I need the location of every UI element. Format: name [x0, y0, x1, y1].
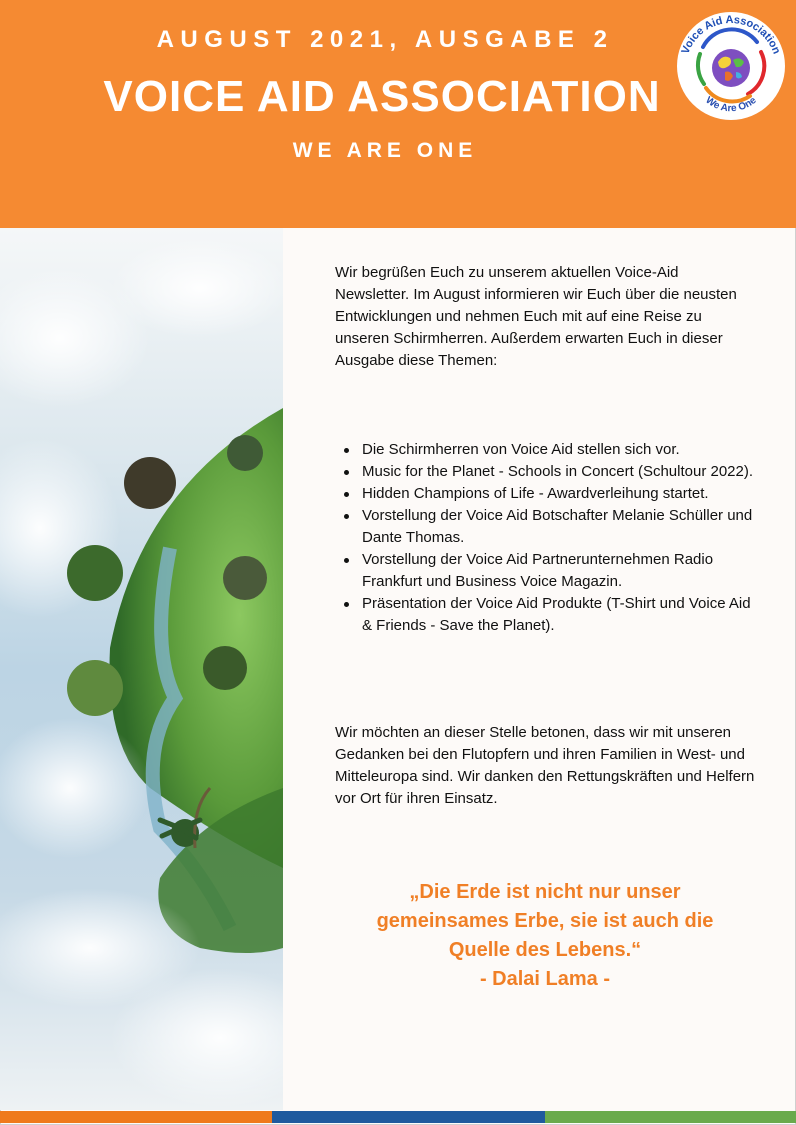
closing-paragraph: Wir möchten an dieser Stelle betonen, dass wir mit unseren Gedanken bei den Flutopfern und ihren Familien in West- und Mitteleuropa sind. Wir danken den Rettungskräften und Helfern vor Ort für ihren Einsatz.: [335, 724, 755, 807]
topic-item: Hidden Champions of Life - Awardverleihung startet.: [335, 483, 755, 505]
footer-bar-green: [545, 1111, 796, 1123]
logo-top-text: Voice Aid Association: [679, 13, 783, 56]
topic-item: Präsentation der Voice Aid Produkte (T-Shirt und Voice Aid & Friends - Save the Planet).: [335, 593, 755, 637]
dalai-lama-quote: [335, 878, 755, 994]
intro-paragraph: Wir begrüßen Euch zu unserem aktuellen Voice-Aid Newsletter. Im August informieren wir Euch über die neusten Entwicklungen und nehmen Euch mit auf eine Reise zu unseren Schirmherren. Außerdem erwarten Euch in dieser Ausgabe diese Themen:: [335, 264, 737, 369]
voice-aid-logo: [670, 4, 792, 126]
earth-landscape-image: [0, 228, 283, 1110]
topics-list: [335, 439, 755, 637]
intro-section: [335, 262, 755, 807]
quote-author: - Dalai Lama -: [479, 968, 611, 990]
topic-item: Vorstellung der Voice Aid Partnerunternehmen Radio Frankfurt und Business Voice Magazin.: [335, 549, 755, 593]
quote-line: gemeinsames Erbe, sie ist auch die: [376, 910, 714, 932]
topic-item: Vorstellung der Voice Aid Botschafter Melanie Schüller und Dante Thomas.: [335, 505, 755, 549]
logo-bottom-text: We Are One: [703, 94, 759, 115]
tagline: WE ARE ONE: [292, 139, 478, 162]
issue-label: AUGUST 2021, AUSGABE 2: [156, 26, 614, 53]
header-banner: [0, 0, 796, 228]
footer-bar-blue: [272, 1111, 545, 1123]
newsletter-title: VOICE AID ASSOCIATION: [103, 72, 661, 121]
topic-item: Music for the Planet - Schools in Concert (Schultour 2022).: [335, 461, 755, 483]
topic-item: Die Schirmherren von Voice Aid stellen sich vor.: [335, 439, 755, 461]
quote-line: „Die Erde ist nicht nur unser: [409, 881, 681, 903]
footer-bar-orange: [0, 1111, 272, 1123]
quote-line: Quelle des Lebens.“: [448, 939, 642, 961]
